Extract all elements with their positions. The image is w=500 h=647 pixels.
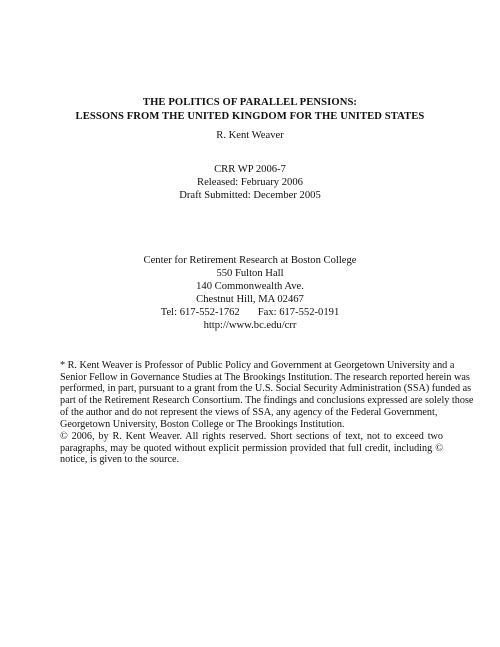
author-text: R. Kent Weaver	[216, 130, 284, 141]
working-paper-info	[0, 163, 500, 202]
center-address-1: 550 Fulton Hall	[216, 268, 284, 279]
draft-submitted-date: Draft Submitted: December 2005	[179, 190, 321, 201]
center-address-3: Chestnut Hill, MA 02467	[196, 294, 304, 305]
center-name: Center for Retirement Research at Boston College	[143, 255, 357, 266]
title-line-2: LESSONS FROM THE UNITED KINGDOM FOR THE UNITED STATES	[75, 111, 425, 122]
working-paper-number: CRR WP 2006-7	[214, 164, 286, 175]
footnote-line: Georgetown University, Boston College or The Brookings Institution.	[60, 418, 345, 430]
center-fax: Fax: 617-552-0191	[257, 307, 340, 318]
footnote-line: Senior Fellow in Governance Studies at The Brookings Institution. The research reported herein was	[60, 371, 470, 383]
author-footnote	[60, 360, 474, 430]
author-name	[0, 129, 500, 143]
paper-title	[0, 96, 500, 124]
copyright-notice	[60, 431, 443, 466]
center-url[interactable]: http://www.bc.edu/crr	[203, 320, 297, 331]
center-contact-block	[0, 254, 500, 332]
center-phone: Tel: 617-552-1762	[160, 307, 240, 318]
footnote-line: performed, in part, pursuant to a grant from the U.S. Social Security Administration (SSA) funded as	[60, 383, 472, 395]
copyright-line: paragraphs, may be quoted without explicit permission provided that full credit, including ©	[60, 442, 443, 454]
title-line-1: THE POLITICS OF PARALLEL PENSIONS:	[142, 97, 358, 108]
footnote-line: * R. Kent Weaver is Professor of Public Policy and Government at Georgetown University and a	[60, 360, 455, 371]
footnote-line: of the author and do not represent the views of SSA, any agency of the Federal Government,	[60, 406, 438, 418]
copyright-line: © 2006, by R. Kent Weaver. All rights reserved. Short sections of text, not to exceed two	[60, 431, 443, 442]
center-address-2: 140 Commonwealth Ave.	[196, 281, 304, 292]
release-date: Released: February 2006	[197, 177, 303, 188]
footnote-line: part of the Retirement Research Consortium. The findings and conclusions expressed are solely those	[60, 395, 474, 407]
center-phone-fax	[0, 306, 500, 319]
copyright-line: notice, is given to the source.	[60, 454, 180, 466]
